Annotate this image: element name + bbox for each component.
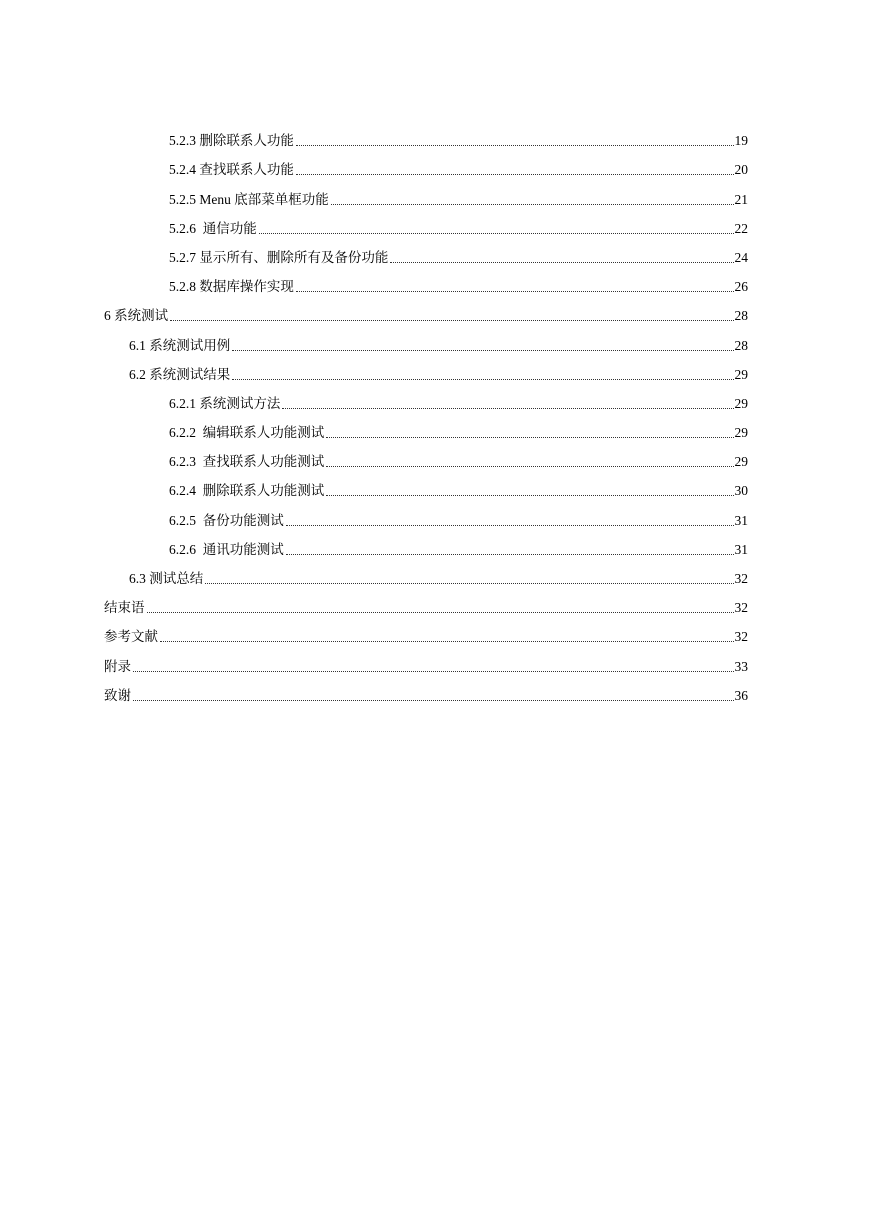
toc-entry[interactable] (104, 558, 748, 587)
toc-entry[interactable] (104, 529, 748, 558)
toc-entry-page: 24 (734, 249, 748, 265)
toc-leader-dots (286, 517, 734, 526)
toc-entry-title: 5.2.5 Menu 底部菜单框功能 (169, 191, 329, 207)
toc-entry-title: 6.2.6 通讯功能测试 (169, 541, 284, 557)
toc-entry-title: 6.2.1 系统测试方法 (169, 395, 281, 411)
toc-entry-page: 36 (734, 687, 748, 703)
toc-entry[interactable] (104, 266, 748, 295)
toc-entry-title: 5.2.6 通信功能 (169, 220, 257, 236)
toc-leader-dots (170, 312, 733, 321)
toc-leader-dots (326, 487, 733, 496)
toc-entry[interactable] (104, 178, 748, 207)
toc-entry-page: 31 (734, 541, 748, 557)
toc-leader-dots (331, 196, 734, 205)
toc-leader-dots (296, 166, 734, 175)
toc-entry-title: 6.2.2 编辑联系人功能测试 (169, 425, 325, 441)
toc-entry-page: 19 (734, 133, 748, 149)
toc-entry-title: 5.2.4 查找联系人功能 (169, 162, 294, 178)
toc-entry[interactable] (104, 149, 748, 178)
toc-leader-dots (296, 137, 734, 146)
toc-leader-dots (296, 283, 734, 292)
toc-entry-page: 32 (734, 600, 748, 616)
toc-entry-page: 32 (734, 629, 748, 645)
toc-entry[interactable] (104, 675, 748, 704)
toc-leader-dots (232, 342, 733, 351)
toc-leader-dots (133, 663, 734, 672)
toc-entry-page: 33 (734, 658, 748, 674)
toc-entry[interactable] (104, 470, 748, 499)
toc-entry-title: 6 系统测试 (104, 308, 169, 324)
toc-entry-page: 22 (734, 220, 748, 236)
toc-leader-dots (390, 254, 733, 263)
toc-entry-page: 29 (734, 454, 748, 470)
toc-entry-title: 6.2.4 删除联系人功能测试 (169, 483, 325, 499)
toc-entry[interactable] (104, 383, 748, 412)
toc-entry[interactable] (104, 324, 748, 353)
toc-entry-title: 6.1 系统测试用例 (129, 337, 231, 353)
toc-entry-title: 6.2 系统测试结果 (129, 366, 231, 382)
toc-leader-dots (147, 604, 734, 613)
toc-entry-page: 29 (734, 395, 748, 411)
toc-entry[interactable] (104, 587, 748, 616)
toc-entry-page: 31 (734, 512, 748, 528)
toc-entry-title: 6.3 测试总结 (129, 571, 204, 586)
toc-entry[interactable] (104, 645, 748, 674)
toc-entry-page: 29 (734, 425, 748, 441)
toc-entry-title: 6.2.3 查找联系人功能测试 (169, 454, 325, 470)
toc-entry[interactable] (104, 616, 748, 645)
toc-leader-dots (326, 429, 733, 438)
toc-entry[interactable] (104, 441, 748, 470)
toc-entry-title: 结束语 (104, 600, 145, 616)
toc-entry-page: 28 (734, 337, 748, 353)
toc-entry[interactable] (104, 120, 748, 149)
toc-entry-page: 21 (734, 191, 748, 207)
toc-entry-page: 28 (734, 308, 748, 324)
toc-leader-dots (160, 633, 734, 642)
table-of-contents (104, 120, 748, 704)
toc-entry[interactable] (104, 237, 748, 266)
toc-entry-page: 30 (734, 483, 748, 499)
toc-leader-dots (232, 371, 733, 380)
toc-entry[interactable] (104, 354, 748, 383)
toc-entry[interactable] (104, 208, 748, 237)
toc-leader-dots (259, 225, 734, 234)
toc-leader-dots (205, 575, 733, 584)
toc-entry-title: 5.2.7 显示所有、删除所有及备份功能 (169, 249, 389, 265)
toc-leader-dots (282, 400, 733, 409)
toc-entry-page: 32 (734, 571, 748, 586)
toc-entry[interactable] (104, 499, 748, 528)
toc-entry[interactable] (104, 295, 748, 324)
toc-entry-title: 附录 (104, 658, 131, 674)
toc-entry-page: 29 (734, 366, 748, 382)
toc-entry-title: 5.2.8 数据库操作实现 (169, 279, 294, 295)
toc-entry-title: 参考文献 (104, 629, 158, 645)
toc-leader-dots (286, 546, 734, 555)
toc-entry-page: 26 (734, 279, 748, 295)
toc-entry-title: 5.2.3 删除联系人功能 (169, 133, 294, 149)
toc-entry-page: 20 (734, 162, 748, 178)
toc-entry[interactable] (104, 412, 748, 441)
toc-leader-dots (326, 458, 733, 467)
toc-leader-dots (133, 692, 734, 701)
toc-entry-title: 6.2.5 备份功能测试 (169, 512, 284, 528)
toc-entry-title: 致谢 (104, 687, 131, 703)
